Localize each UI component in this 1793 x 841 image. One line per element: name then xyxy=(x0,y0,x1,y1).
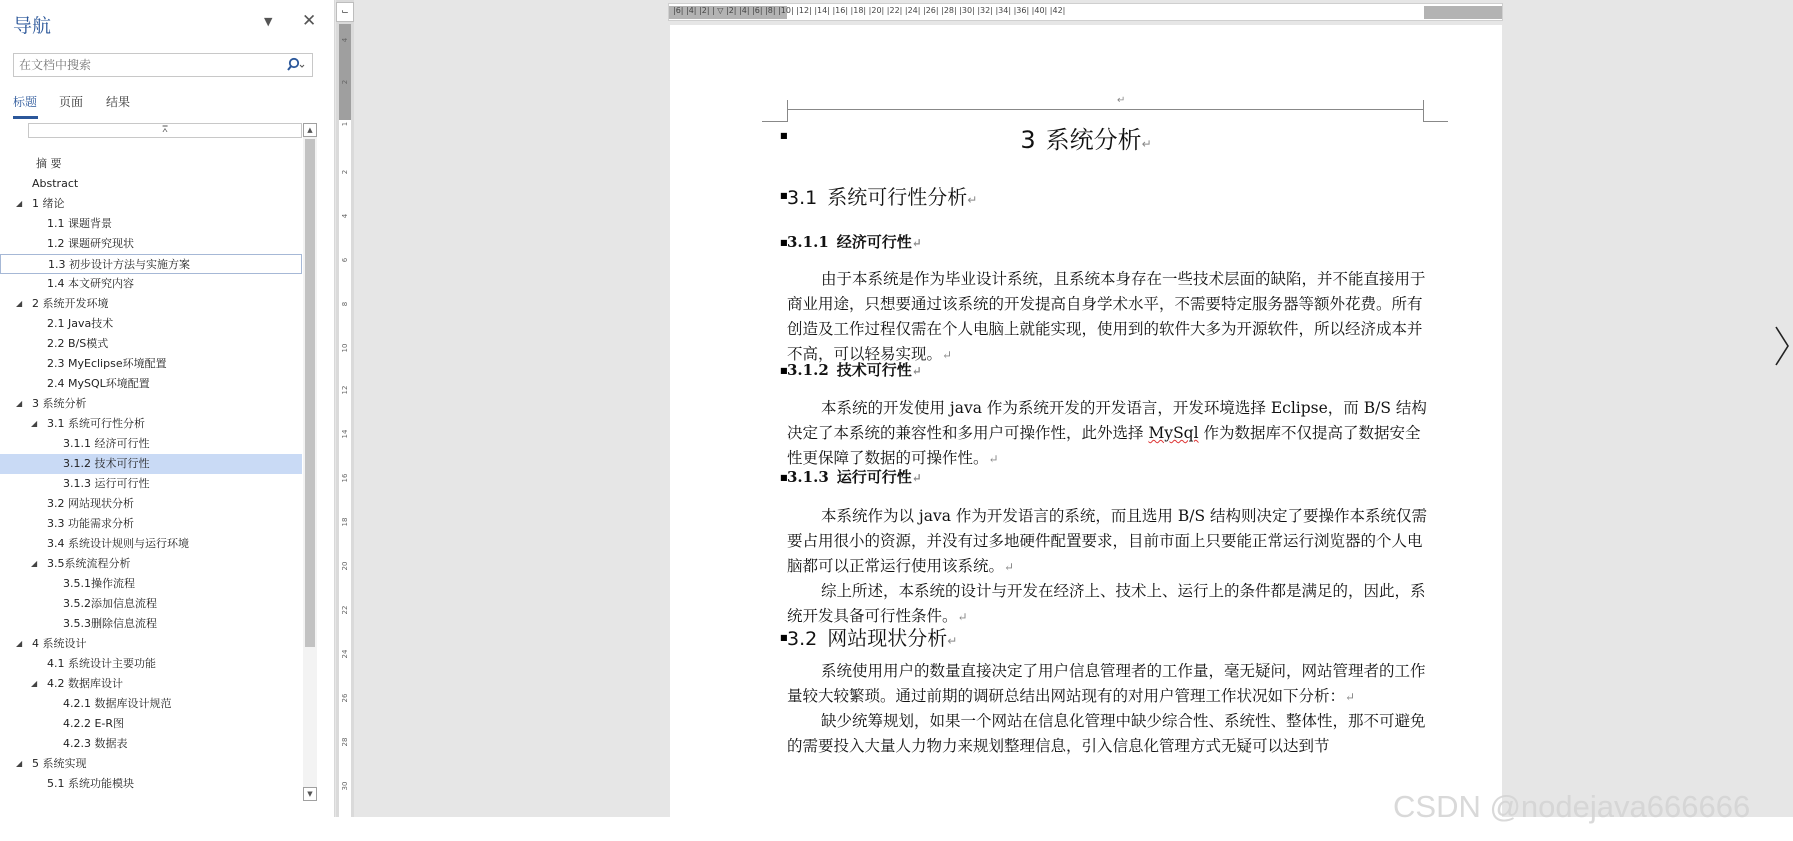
paragraph-mark: ↵ xyxy=(967,193,978,207)
search-icon[interactable] xyxy=(286,57,306,73)
section-title: 网站现状分析 xyxy=(827,626,948,650)
tree-item[interactable] xyxy=(0,314,302,334)
horizontal-ruler xyxy=(668,3,1503,21)
tree-item[interactable] xyxy=(0,454,302,474)
tree-item[interactable] xyxy=(0,194,302,214)
paragraph-mark: ↵ xyxy=(911,236,922,250)
tree-item[interactable] xyxy=(0,774,302,794)
tree-item[interactable] xyxy=(0,634,302,654)
crop-mark xyxy=(1423,100,1424,122)
tree-item-label: Abstract xyxy=(32,177,79,190)
heading-bullet: ■ xyxy=(780,366,788,375)
paragraph-mark: ↵ xyxy=(957,610,968,624)
section-heading-3-1[interactable] xyxy=(787,181,977,210)
tree-item-label: 5 系统实现 xyxy=(32,757,87,770)
tree-item-label: 1.1 课题背景 xyxy=(47,217,112,230)
nav-pane-title: 导航 xyxy=(13,15,52,37)
tab-headings[interactable]: 标题 xyxy=(13,95,38,109)
tree-item-label: 3.5.2添加信息流程 xyxy=(63,597,157,610)
tree-item[interactable] xyxy=(0,514,302,534)
close-icon[interactable]: ✕ xyxy=(302,11,317,31)
ruler-number: 6 xyxy=(341,257,349,263)
tree-item-label: 1 绪论 xyxy=(32,197,65,210)
subsection-title: 经济可行性 xyxy=(836,233,912,251)
paragraph-text: 缺少统筹规划，如果一个网站在信息化管理中缺少综合性、系统性、整体性，那不可避免的需要投入大量人力物力来规划整理信息，引入信息化管理方式无疑可以达到节 xyxy=(787,712,1426,755)
tab-selector-button[interactable]: ⌙ xyxy=(336,2,354,22)
subsection-heading-3-1-3[interactable] xyxy=(787,466,922,487)
tree-item[interactable] xyxy=(0,494,302,514)
tree-item-label: 2.1 Java技术 xyxy=(47,317,114,330)
ruler-number: 12 xyxy=(341,385,349,395)
expand-toggle-icon[interactable]: ◢ xyxy=(31,559,38,568)
spelling-error-word[interactable]: MySql xyxy=(1148,424,1199,442)
heading-bullet: ■ xyxy=(780,633,788,642)
ruler-number: 10 xyxy=(341,343,349,353)
ruler-number: 24 xyxy=(341,649,349,659)
tab-pages[interactable]: 页面 xyxy=(59,95,84,109)
heading-bullet: ■ xyxy=(780,473,788,482)
tree-item[interactable] xyxy=(0,354,302,374)
ruler-number: 26 xyxy=(341,693,349,703)
tree-item-label: 2.3 MyEclipse环境配置 xyxy=(47,357,167,370)
tree-item[interactable] xyxy=(0,374,302,394)
tree-item[interactable] xyxy=(0,474,302,494)
right-margin-area xyxy=(1424,6,1503,19)
expand-toggle-icon[interactable]: ◢ xyxy=(16,299,23,308)
active-tab-indicator xyxy=(13,116,38,119)
ruler-number: 2 xyxy=(341,169,349,175)
expand-toggle-icon[interactable]: ◢ xyxy=(16,639,23,648)
ruler-number: 4 xyxy=(341,213,349,219)
scrollbar-thumb[interactable] xyxy=(305,139,315,647)
expand-toggle-icon[interactable]: ◢ xyxy=(16,399,23,408)
section-heading-3-2[interactable] xyxy=(787,622,957,651)
tree-item[interactable] xyxy=(0,394,302,414)
ruler-number: 20 xyxy=(341,561,349,571)
tree-item[interactable] xyxy=(0,274,302,294)
tree-item-label: 2.2 B/S模式 xyxy=(47,337,109,350)
scroll-up-arrow-icon[interactable]: ▲ xyxy=(303,123,317,137)
ruler-number: 14 xyxy=(341,429,349,439)
tree-item-label: 摘 要 xyxy=(36,157,62,170)
tree-item-label: 2 系统开发环境 xyxy=(32,297,109,310)
header-paragraph-mark: ↵ xyxy=(1117,95,1126,106)
paragraph-mark: ↵ xyxy=(1141,137,1152,151)
tree-item-label: 4.1 系统设计主要功能 xyxy=(47,657,156,670)
tree-item[interactable] xyxy=(0,734,302,754)
nav-scrollbar[interactable] xyxy=(303,123,317,801)
tree-item[interactable] xyxy=(0,254,302,274)
ruler-number: 16 xyxy=(341,473,349,483)
tree-item[interactable] xyxy=(0,714,302,734)
heading-bullet: ■ xyxy=(780,191,788,200)
tree-item-label: 5.1 系统功能模块 xyxy=(47,777,134,790)
expand-toggle-icon[interactable]: ◢ xyxy=(31,679,38,688)
tree-item[interactable] xyxy=(0,434,302,454)
ruler-number: 1 xyxy=(341,121,349,127)
tree-item-label: 3.1.1 经济可行性 xyxy=(63,437,150,450)
tree-item-label: 4 系统设计 xyxy=(32,637,87,650)
tree-item-label: 3.5.3删除信息流程 xyxy=(63,617,157,630)
paragraph-mark: ↵ xyxy=(1345,690,1356,704)
tree-item-label: 3.5系统流程分析 xyxy=(47,557,131,570)
ruler-number: 8 xyxy=(341,301,349,307)
section-title: 系统可行性分析 xyxy=(827,185,968,209)
tree-item[interactable] xyxy=(0,654,302,674)
tree-item-label: 4.2.1 数据库设计规范 xyxy=(63,697,172,710)
body-paragraph[interactable] xyxy=(787,709,1427,759)
ruler-number: 2 xyxy=(341,79,349,85)
paragraph-text: 作为数据库不仅提高了数据安全性更保障了数据的可操作性。 xyxy=(787,424,1421,467)
tree-item-label: 3.1 系统可行性分析 xyxy=(47,417,145,430)
collapse-all-headings-button[interactable] xyxy=(28,123,302,138)
paragraph-text: 综上所述，本系统的设计与开发在经济上、技术上、运行上的条件都是满足的，因此，系统开发具备可行性条件。 xyxy=(787,582,1426,625)
ruler-number: 22 xyxy=(341,605,349,615)
pane-options-dropdown-icon[interactable]: ▼ xyxy=(264,15,273,28)
tree-item[interactable] xyxy=(0,554,302,574)
paragraph-mark: ↵ xyxy=(942,348,953,362)
tree-item[interactable] xyxy=(0,574,302,594)
ruler-numbers: |6| |4| |2| | ▽ |2| |4| |6| |8| |10| |12| |14| |16| |18| |20| |22| |24| |26| |28| |30| |32| |34| |36| |40| |42| xyxy=(673,6,1066,15)
tree-item-label: 3.1.2 技术可行性 xyxy=(63,457,150,470)
paragraph-text: 本系统作为以 java 作为开发语言的系统，而且选用 B/S 结构则决定了要操作本系统仅需要占用很小的资源，并没有过多地硬件配置要求，目前市面上只要能正常运行浏览器的个人电脑都可以正常运行使用该系统。 xyxy=(787,507,1427,575)
tree-item-label: 3.3 功能需求分析 xyxy=(47,517,134,530)
nav-search-input[interactable] xyxy=(19,58,269,72)
section-number: 3.2 xyxy=(787,628,818,650)
tree-item-label: 3.5.1操作流程 xyxy=(63,577,135,590)
expand-toggle-icon[interactable]: ◢ xyxy=(16,759,23,768)
tree-item[interactable] xyxy=(0,214,302,234)
subsection-title: 运行可行性 xyxy=(836,468,912,486)
section-number: 3.1 xyxy=(787,187,818,209)
heading-tree xyxy=(0,154,302,802)
tree-item-label: 1.3 初步设计方法与实施方案 xyxy=(48,258,190,271)
chevron-right-icon[interactable] xyxy=(1775,326,1789,366)
tree-item-label: 3.4 系统设计规则与运行环境 xyxy=(47,537,189,550)
tree-item-label: 3.2 网站现状分析 xyxy=(47,497,134,510)
tree-item-label: 1.4 本文研究内容 xyxy=(47,277,134,290)
tree-item[interactable] xyxy=(0,414,302,434)
subsection-number: 3.1.1 xyxy=(787,233,829,251)
navigation-pane xyxy=(0,0,335,817)
ruler-number: 30 xyxy=(341,781,349,791)
body-paragraph[interactable] xyxy=(787,267,1427,368)
tree-item[interactable] xyxy=(0,154,302,174)
heading-bullet: ■ xyxy=(780,131,788,140)
ruler-number: 18 xyxy=(341,517,349,527)
paragraph-text: 由于本系统是作为毕业设计系统，且系统本身存在一些技术层面的缺陷，并不能直接用于商业用途，只想要通过该系统的开发提高自身学术水平，不需要特定服务器等额外花费。所有创造及工作过程仅需在个人电脑上就能实现，使用到的软件大多为开源软件，所以经济成本并不高，可以轻易实现。 xyxy=(787,270,1426,363)
tree-item[interactable] xyxy=(0,174,302,194)
chapter-title: 系统分析 xyxy=(1045,126,1142,154)
collapse-icon: ⩞ xyxy=(162,125,168,135)
ruler-body xyxy=(339,120,351,817)
paragraph-mark: ↵ xyxy=(911,471,922,485)
paragraph-text: 系统使用用户的数量直接决定了用户信息管理者的工作量，毫无疑问，网站管理者的工作量较大较繁琐。通过前期的调研总结出网站现有的对用户管理工作状况如下分析： xyxy=(787,662,1426,705)
tree-item[interactable] xyxy=(0,534,302,554)
heading-bullet: ■ xyxy=(780,238,788,247)
subsection-heading-3-1-1[interactable] xyxy=(787,231,922,252)
tree-item-label: 4.2.2 E-R图 xyxy=(63,717,125,730)
tree-item-label: 3 系统分析 xyxy=(32,397,87,410)
paragraph-mark: ↵ xyxy=(988,452,999,466)
crop-mark xyxy=(787,100,788,122)
body-paragraph[interactable] xyxy=(787,659,1427,710)
tree-item[interactable] xyxy=(0,334,302,354)
tree-item-label: 1.2 课题研究现状 xyxy=(47,237,134,250)
tree-item[interactable] xyxy=(0,674,302,694)
tab-results[interactable]: 结果 xyxy=(106,95,131,109)
tree-item-label: 4.2 数据库设计 xyxy=(47,677,123,690)
paragraph-mark: ↵ xyxy=(911,364,922,378)
subsection-heading-3-1-2[interactable] xyxy=(787,359,922,380)
paragraph-text: 本系统的开发使用 java 作为系统开发的开发语言，开发环境选择 Eclipse，而 B/S 结构决定了本系统的兼容性和多用户可操作性，此外选择 xyxy=(787,399,1427,442)
header-line xyxy=(787,109,1423,110)
ruler-number: 28 xyxy=(341,737,349,747)
vertical-ruler xyxy=(336,0,354,817)
subsection-title: 技术可行性 xyxy=(836,361,912,379)
subsection-number: 3.1.3 xyxy=(787,468,829,486)
body-paragraph[interactable] xyxy=(787,504,1427,580)
tree-item[interactable] xyxy=(0,294,302,314)
chapter-number: 3 xyxy=(1020,126,1036,154)
nav-search-box[interactable] xyxy=(13,53,313,77)
expand-toggle-icon[interactable]: ◢ xyxy=(16,199,23,208)
subsection-number: 3.1.2 xyxy=(787,361,829,379)
tree-item[interactable] xyxy=(0,694,302,714)
tree-item-label: 4.2.3 数据表 xyxy=(63,737,128,750)
paragraph-mark: ↵ xyxy=(1004,560,1015,574)
scroll-down-arrow-icon[interactable]: ▼ xyxy=(303,787,317,801)
paragraph-mark: ↵ xyxy=(947,634,958,648)
tree-item-label: 3.1.3 运行可行性 xyxy=(63,477,150,490)
tree-item[interactable] xyxy=(0,614,302,634)
tree-item[interactable] xyxy=(0,754,302,774)
body-paragraph[interactable] xyxy=(787,396,1427,472)
tree-item-label: 2.4 MySQL环境配置 xyxy=(47,377,150,390)
document-page[interactable] xyxy=(670,25,1502,817)
tree-item[interactable] xyxy=(0,594,302,614)
chapter-heading[interactable] xyxy=(670,120,1502,155)
tree-item[interactable] xyxy=(0,234,302,254)
ruler-number: 4 xyxy=(341,37,349,43)
watermark: CSDN @nodejava666666 xyxy=(1393,789,1751,824)
expand-toggle-icon[interactable]: ◢ xyxy=(31,419,38,428)
